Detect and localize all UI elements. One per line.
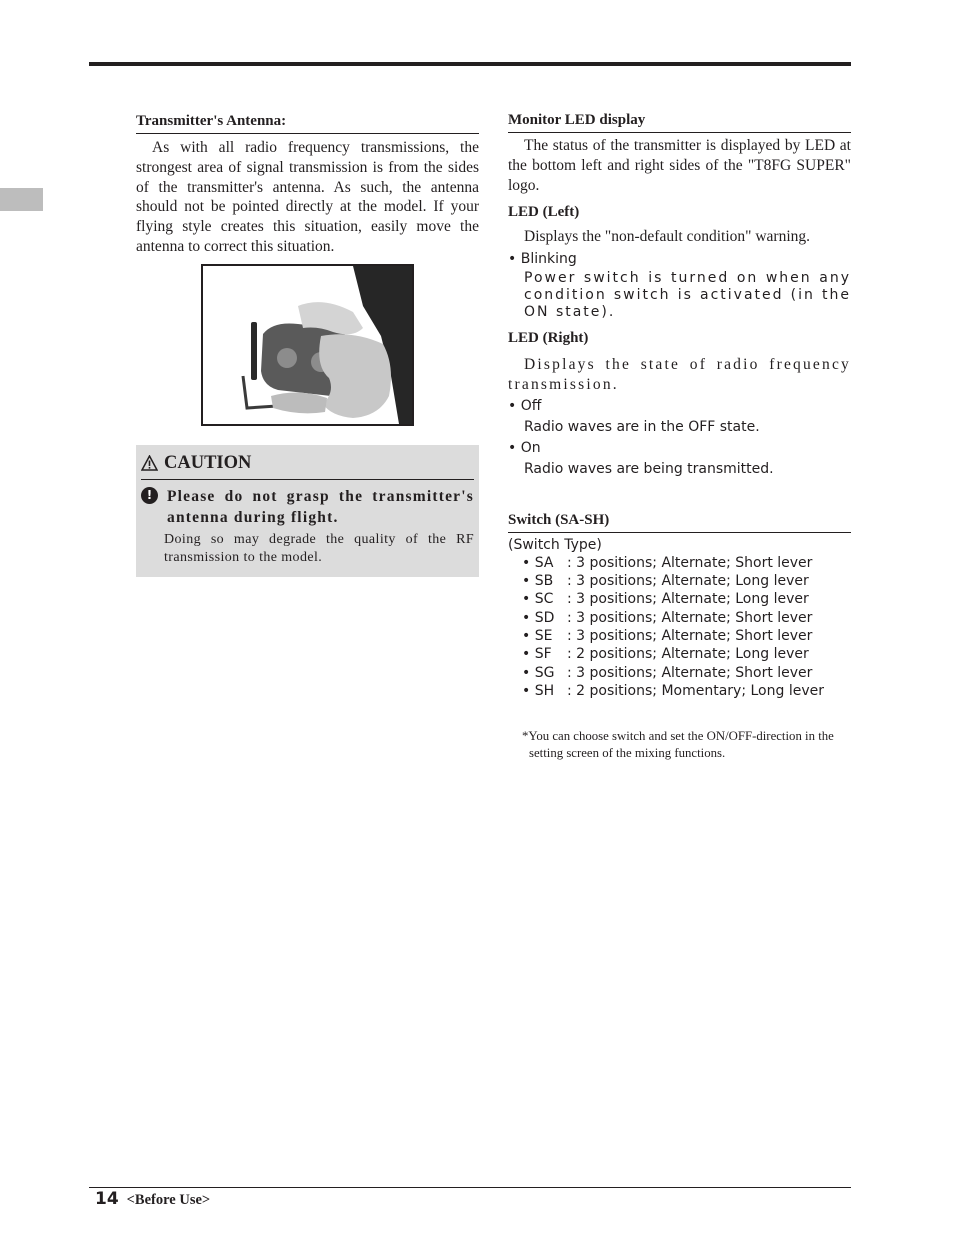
right-column [508,112,851,761]
switch-code: • SG [522,664,555,681]
transmitter-photo [201,264,414,426]
caution-title [141,452,474,480]
switch-row [522,645,851,663]
switch-row [522,682,851,700]
caution-label: CAUTION [164,452,252,473]
switch-row [522,609,851,627]
switch-desc: : 3 positions; Alternate; Short lever [567,609,813,626]
caution-warning: Please do not grasp the transmitter's antenna during flight. [167,487,474,526]
top-rule [89,62,851,66]
led-text: The status of the transmitter is displayed by LED at the bottom left and right sides of the "T8FG SUPER" logo. [508,137,851,194]
page-number: 14 [95,1189,119,1209]
off-label: • Off [508,397,542,414]
blinking-label: • Blinking [508,251,577,268]
led-right-text: Displays the state of radio frequency transmission. [508,356,851,393]
switch-desc: : 2 positions; Momentary; Long lever [567,682,824,699]
caution-item [141,486,474,528]
switch-code: • SH [522,682,555,699]
led-left-heading: LED (Left) [508,204,580,221]
switch-row [522,590,851,608]
on-label: • On [508,439,541,456]
off-text: Radio waves are in the OFF state. [524,418,760,435]
switch-code: • SE [522,627,553,644]
caution-box [136,445,479,577]
switch-heading: Switch (SA-SH) [508,512,851,533]
switch-desc: : 3 positions; Alternate; Long lever [567,573,809,590]
switch-code: • SB [522,573,554,590]
switch-code: • SA [522,554,554,571]
caution-detail: Doing so may degrade the quality of the RF transmission to the model. [164,531,474,565]
led-heading: Monitor LED display [508,112,851,133]
switch-row [522,572,851,590]
antenna-text: As with all radio frequency transmissions, the strongest area of signal transmission is from the sides of the transmitter's antenna. As such, the antenna should not be pointed directly at the model. If your flying style creates this situation, easily move the antenna to correct this situation. [136,139,479,255]
on-text: Radio waves are being transmitted. [524,460,774,477]
led-left-text: Displays the "non-default condition" warning. [524,228,811,246]
switch-desc: : 2 positions; Alternate; Long lever [567,646,809,663]
switch-desc: : 3 positions; Alternate; Short lever [567,627,813,644]
blinking-text: Power switch is turned on when any condition switch is activated (in the ON state). [524,270,851,321]
switch-code: • SD [522,609,555,626]
switch-note: *You can choose switch and set the ON/OFF-direction in the setting screen of the mixing functions. [522,729,834,760]
page-footer [95,1189,210,1209]
switch-desc: : 3 positions; Alternate; Short lever [567,664,813,681]
exclamation-icon: ! [141,487,158,504]
switch-type-label: (Switch Type) [508,536,602,553]
led-right-heading: LED (Right) [508,330,589,347]
switch-desc: : 3 positions; Alternate; Long lever [567,591,809,608]
switch-list [508,554,851,700]
left-column [136,113,479,577]
switch-code: • SF [522,646,552,663]
section-label: <Before Use> [126,1192,211,1208]
warning-triangle-icon [141,455,158,471]
switch-row [522,664,851,682]
antenna-heading: Transmitter's Antenna: [136,113,479,134]
switch-desc: : 3 positions; Alternate; Short lever [567,554,813,571]
switch-row [522,554,851,572]
section-tab [0,188,43,211]
switch-row [522,627,851,645]
switch-code: • SC [522,591,554,608]
bottom-rule [89,1187,851,1188]
